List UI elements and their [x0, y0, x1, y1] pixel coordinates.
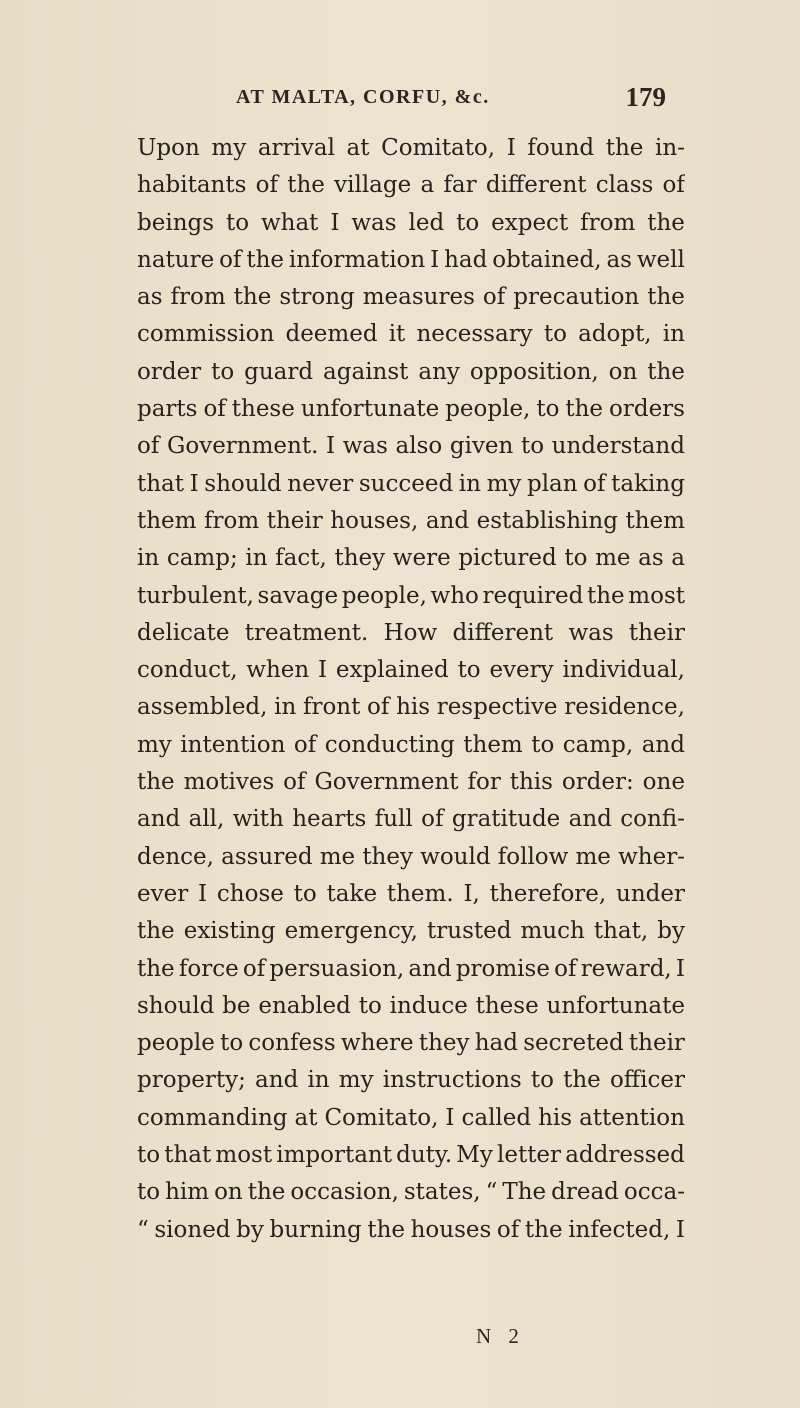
text-line: them from their houses, and establishing them — [137, 507, 685, 534]
text-line: as from the strong measures of precaution the — [137, 284, 685, 311]
text-line: parts of these unfortunate people, to the orders — [137, 396, 685, 423]
running-head: AT MALTA, CORFU, &c. — [236, 86, 490, 108]
text-line: the existing emergency, trusted much that, by — [137, 918, 685, 945]
text-line: the force of persuasion, and promise of reward, I — [137, 955, 685, 982]
text-line: commanding at Comitato, I called his attention — [137, 1104, 685, 1131]
text-line: delicate treatment. How different was their — [137, 619, 685, 646]
text-line: that I should never succeed in my plan of taking — [137, 470, 685, 497]
text-line: commission deemed it necessary to adopt, in — [137, 321, 685, 348]
body-text — [137, 130, 685, 1249]
text-line: conduct, when I explained to every individual, — [137, 657, 685, 684]
text-line: nature of the information I had obtained, as well — [137, 246, 685, 273]
text-line: should be enabled to induce these unfortunate — [137, 992, 685, 1019]
text-line: order to guard against any opposition, on the — [137, 358, 685, 385]
text-line: beings to what I was led to expect from the — [137, 209, 685, 236]
text-line: turbulent, savage people, who required the most — [137, 582, 685, 609]
text-line: “ sioned by burning the houses of the infected, I — [137, 1216, 685, 1243]
text-line: to him on the occasion, states, “ The dread occa- — [137, 1179, 685, 1206]
text-line: Upon my arrival at Comitato, I found the in- — [137, 135, 685, 161]
text-line: in camp; in fact, they were pictured to me as a — [137, 545, 685, 572]
text-line: dence, assured me they would follow me wher- — [137, 843, 685, 870]
text-line: habitants of the village a far different class of — [137, 172, 685, 199]
text-line: ever I chose to take them. I, therefore, under — [137, 880, 685, 907]
text-line: property; and in my instructions to the officer — [137, 1067, 685, 1094]
text-line: my intention of conducting them to camp, and — [137, 731, 685, 758]
page-header — [236, 82, 666, 116]
text-line: assembled, in front of his respective residence, — [137, 694, 685, 721]
text-line: people to confess where they had secreted their — [137, 1030, 685, 1057]
text-line: and all, with hearts full of gratitude and confi- — [137, 806, 685, 833]
text-line: the motives of Government for this order: one — [137, 769, 685, 796]
signature-mark: N 2 — [476, 1324, 525, 1348]
page-number: 179 — [625, 82, 666, 112]
text-line: to that most important duty. My letter addressed — [137, 1142, 685, 1169]
text-line: of Government. I was also given to understand — [137, 433, 685, 460]
